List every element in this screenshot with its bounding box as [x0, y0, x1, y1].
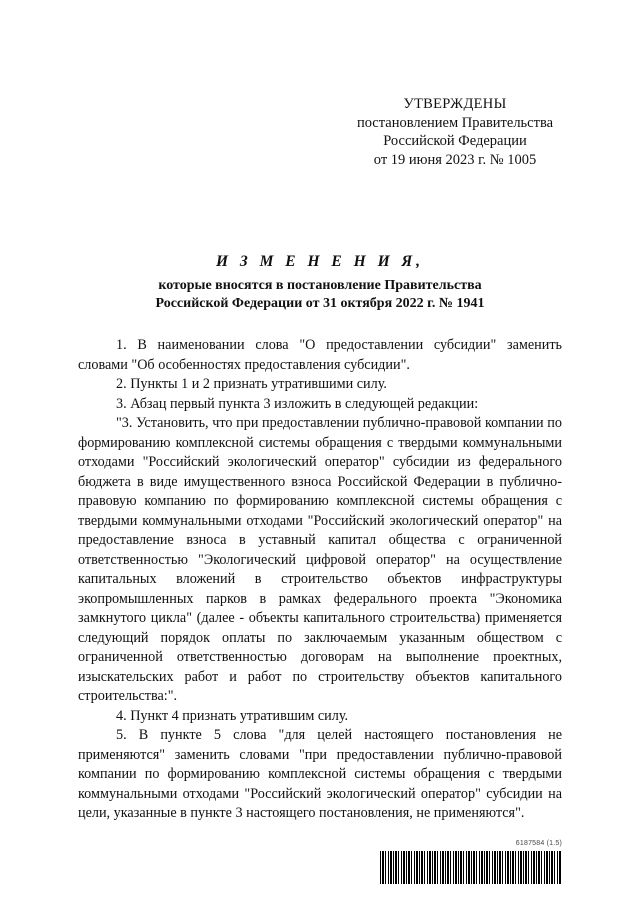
heading-line-2: Российской Федерации от 31 октября 2022 г. № 1941 — [155, 296, 485, 311]
paragraph-3-quote: "3. Установить, что при предоставлении публично-правовой компании по формированию комплексной системы обращения с твердыми коммунальными отходами "Российский экологический оператор" субсидии из федерального бюджета в виде имущественного взноса Российской Федерации в публично-правовую компанию по формированию комплексной системы обращения с твердыми коммунальными отходами "Российский экологический оператор" на предоставление взноса в уставный капитал общества с ограниченной ответственностью "Экологический цифровой оператор" на осуществление капитальных вложений в строительство объектов инфраструктуры экопромышленных парков в рамках федерального проекта "Экономика замкнутого цикла" (далее - объекты капитального строительства) применяется следующий порядок оплаты по заключаемым указанным обществом с ограниченной ответственностью договорам на выполнение проектных, изыскательских работ и работ по строительству объектов капитального строительства:". — [78, 415, 562, 704]
paragraph-4: 4. Пункт 4 признать утратившим силу. — [116, 707, 349, 724]
document-body — [78, 336, 562, 824]
paragraph-5: 5. В пункте 5 слова "для целей настоящего постановления не применяются" заменить словами "при предоставлении публично-правовой компании по формированию комплексной системы обращения с твердыми коммунальными отходами "Российский экологический оператор" субсидии на цели, указанные в пункте 3 настоящего постановления, не применяются". — [78, 727, 562, 821]
document-code: 6187584 (1.5) — [515, 840, 562, 847]
document-footer — [380, 840, 562, 884]
heading-line-1: которые вносятся в постановление Правительства — [158, 278, 482, 293]
paragraph-1: 1. В наименовании слова "О предоставлении субсидии" заменить словами "Об особенностях предоставления субсидии". — [78, 337, 562, 373]
approval-line-2: Российской Федерации — [383, 133, 527, 149]
paragraph-2: 2. Пункты 1 и 2 признать утратившими силу. — [116, 376, 387, 392]
document-heading — [60, 253, 580, 313]
approval-block — [340, 95, 570, 169]
barcode-icon — [380, 851, 562, 884]
approval-line-3: от 19 июня 2023 г. № 1005 — [373, 151, 537, 168]
approval-title: УТВЕРЖДЕНЫ — [403, 96, 507, 112]
heading-title: И З М Е Н Е Н И Я, — [215, 253, 425, 270]
approval-line-1: постановлением Правительства — [356, 114, 554, 131]
paragraph-3: 3. Абзац первый пункта 3 изложить в следующей редакции: — [116, 395, 479, 412]
